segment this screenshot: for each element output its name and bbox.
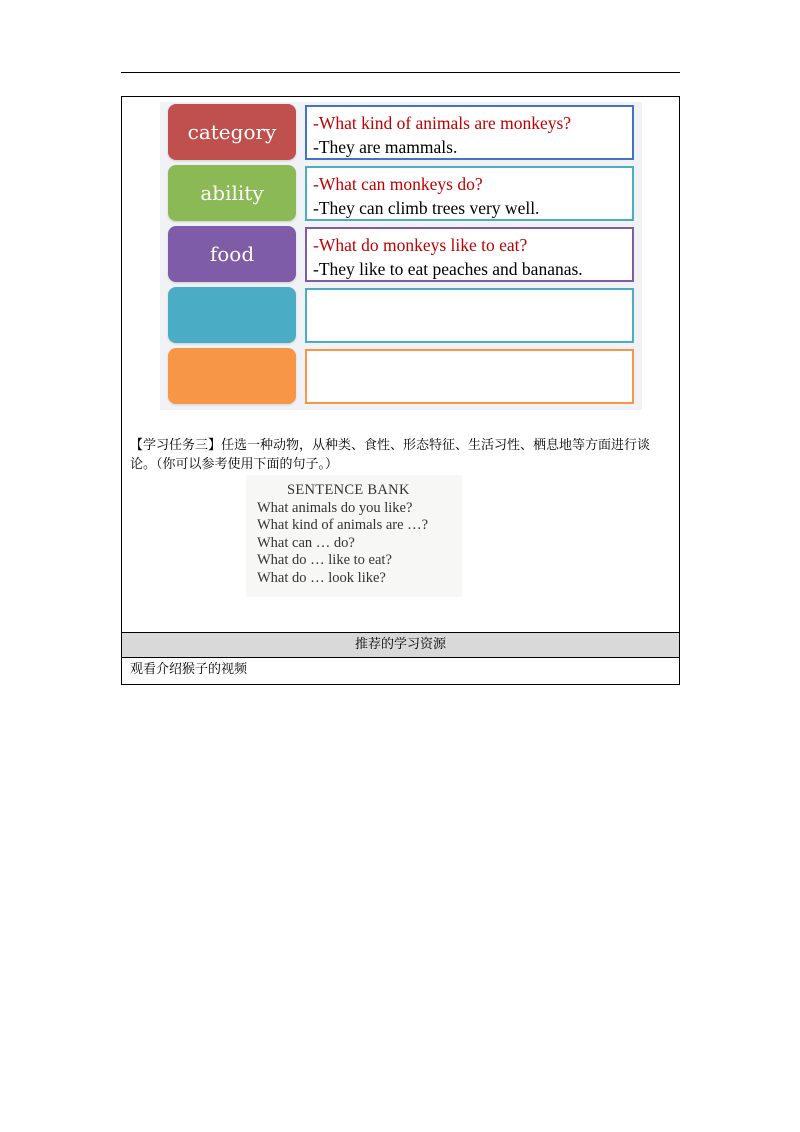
sentence-bank-line: What do … look like?	[257, 569, 386, 586]
sentence-bank-line: What kind of animals are …?	[257, 517, 429, 534]
resources-body: 观看介绍猴子的视频	[130, 662, 248, 677]
answer-text: -They are mammals.	[313, 137, 458, 157]
monkey-qa-infographic	[160, 102, 642, 410]
tile-label: category	[187, 120, 277, 144]
qa-box	[305, 105, 634, 160]
blank-qa-box	[305, 349, 634, 404]
blank-tile	[168, 348, 296, 404]
answer-text: -They like to eat peaches and bananas.	[313, 259, 583, 279]
blank-tile	[168, 287, 296, 343]
resources-header: 推荐的学习资源	[122, 632, 679, 658]
category-tile	[168, 104, 296, 160]
tile-label: ability	[200, 181, 264, 205]
question-text: -What can monkeys do?	[313, 174, 483, 194]
tile-label: food	[209, 242, 255, 266]
sentence-bank-title: SENTENCE BANK	[287, 482, 410, 498]
sentence-bank-line: What do … like to eat?	[257, 552, 392, 569]
question-text: -What kind of animals are monkeys?	[313, 113, 572, 133]
info-row-food	[160, 226, 642, 284]
question-text: -What do monkeys like to eat?	[313, 235, 528, 255]
task-three-instructions: 【学习任务三】任选一种动物，从种类、食性、形态特征、生活习性、栖息地等方面进行谈论。（你可以参考使用下面的句子。）	[130, 438, 651, 472]
blank-qa-box	[305, 288, 634, 343]
sentence-bank	[246, 475, 462, 597]
info-row-blank-blue	[160, 287, 642, 345]
ability-tile	[168, 165, 296, 221]
sentence-bank-line: What can … do?	[257, 534, 355, 551]
worksheet-table	[121, 96, 680, 685]
qa-box	[305, 166, 634, 221]
info-row-blank-orange	[160, 348, 642, 406]
info-row-category	[160, 104, 642, 162]
answer-text: -They can climb trees very well.	[313, 198, 540, 218]
header-rule	[121, 72, 680, 73]
qa-box	[305, 227, 634, 282]
sentence-bank-line: What animals do you like?	[257, 499, 413, 516]
info-row-ability	[160, 165, 642, 223]
task-cell	[122, 97, 679, 632]
food-tile	[168, 226, 296, 282]
